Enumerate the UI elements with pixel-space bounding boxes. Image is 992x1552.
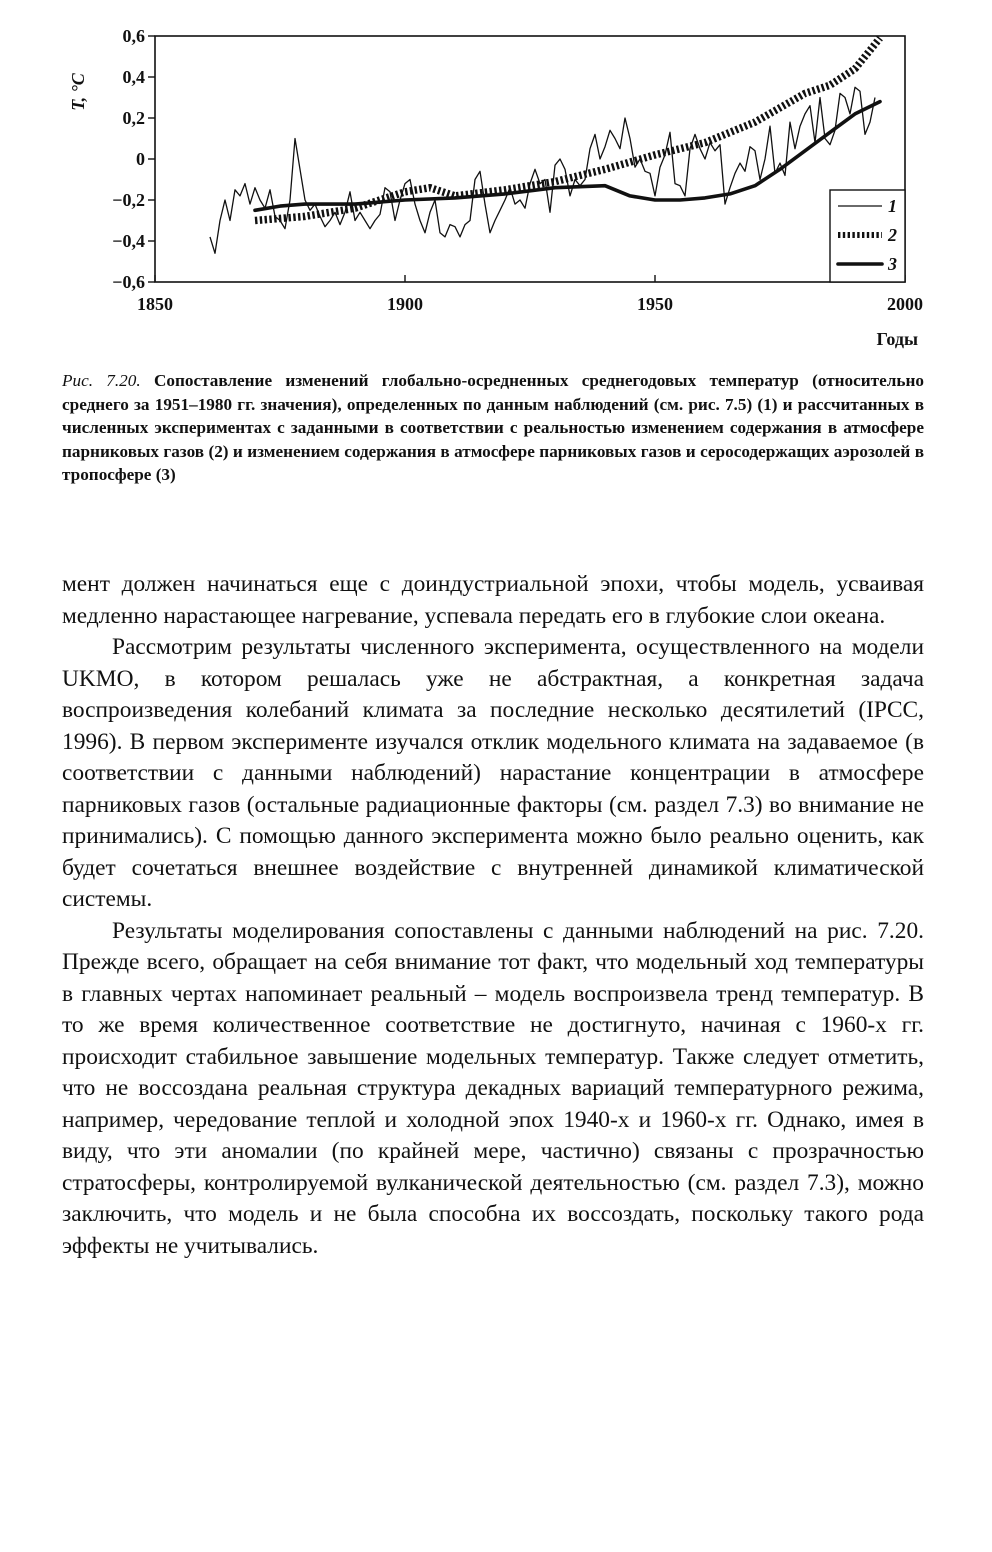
legend-label-2: 2	[888, 225, 897, 245]
legend-label-3: 3	[888, 254, 897, 274]
paragraph-3: Результаты моделирования сопоставлены с данными наблюдений на рис. 7.20. Прежде всего, обращает на себя внимание тот факт, что модельный ход температуры в главных чертах напоминает реальный – модель воспроизвела тренд температур. В то же время количественное соответствие не достигнуто, начиная с 1960-х гг. происходит стабильное завышение модельных температур. Также следует отметить, что не воссоздана реальная структура декадных вариаций температурного режима, например, чередование теплой и холодной эпох 1940-х и 1960-х гг. Однако, имея в виду, что эти аномалии (по крайней мере, частично) связаны с прозрачностью стратосферы, контролируемой вулканической деятельностью (см. раздел 7.3), можно заключить, что модель и не была способна их воссоздать, поскольку такого рода эффекты не учитывались.	[62, 917, 924, 1259]
y-tick-label: 0,4	[122, 67, 145, 87]
caption-label: Рис. 7.20.	[62, 371, 141, 390]
figure-caption	[62, 369, 924, 487]
y-axis-title: T, °C	[68, 73, 88, 111]
x-tick-label: 1900	[387, 294, 423, 314]
legend-label-1: 1	[888, 196, 897, 216]
temperature-chart	[60, 20, 930, 350]
caption-text: Сопоставление изменений глобально-осредненных среднегодовых температур (относительно среднего за 1951–1980 гг. значения), определенных по данным наблюдений (см. рис. 7.5) (1) и рассчитанных в численных экспериментах с заданными в соответствии с реальностью изменением содержания в атмосфере парниковых газов (2) и изменением содержания в атмосфере парниковых газов и серосодержащих аэрозолей в тропосфере (3)	[62, 371, 924, 485]
x-axis-title: Годы	[876, 329, 918, 349]
x-tick-label: 1950	[637, 294, 673, 314]
paragraph-2: Рассмотрим результаты численного эксперимента, осуществленного на модели UKMO, в котором решалась уже не абстрактная, а конкретная задача воспроизведения колебаний климата за последние несколько десятилетий (IPCC, 1996). В первом эксперименте изучался отклик модельного климата на задаваемое (в соответствии с данными наблюдений) нарастание концентрации в атмосфере парниковых газов (остальные радиационные факторы (см. раздел 7.3) во внимание не принимались). С помощью данного эксперимента можно было реально оценить, как будет сочетаться внешнее воздействие с внутренней динамикой климатической системы.	[62, 634, 924, 912]
x-tick-label: 2000	[887, 294, 923, 314]
x-tick-label: 1850	[137, 294, 173, 314]
y-tick-label: −0,4	[112, 231, 145, 251]
body-text	[62, 569, 924, 1262]
y-tick-label: 0	[136, 149, 145, 169]
y-tick-label: 0,6	[122, 26, 145, 46]
legend	[830, 190, 905, 282]
y-tick-label: −0,2	[112, 190, 145, 210]
y-tick-label: 0,2	[122, 108, 145, 128]
plot-area	[68, 26, 923, 349]
y-tick-label: −0,6	[112, 272, 145, 292]
series-2-line	[255, 38, 880, 221]
paragraph-1: мент должен начинаться еще с доиндустриальной эпохи, чтобы модель, усваивая медленно нарастающее нагревание, успевала передать его в глубокие слои океана.	[62, 571, 924, 629]
